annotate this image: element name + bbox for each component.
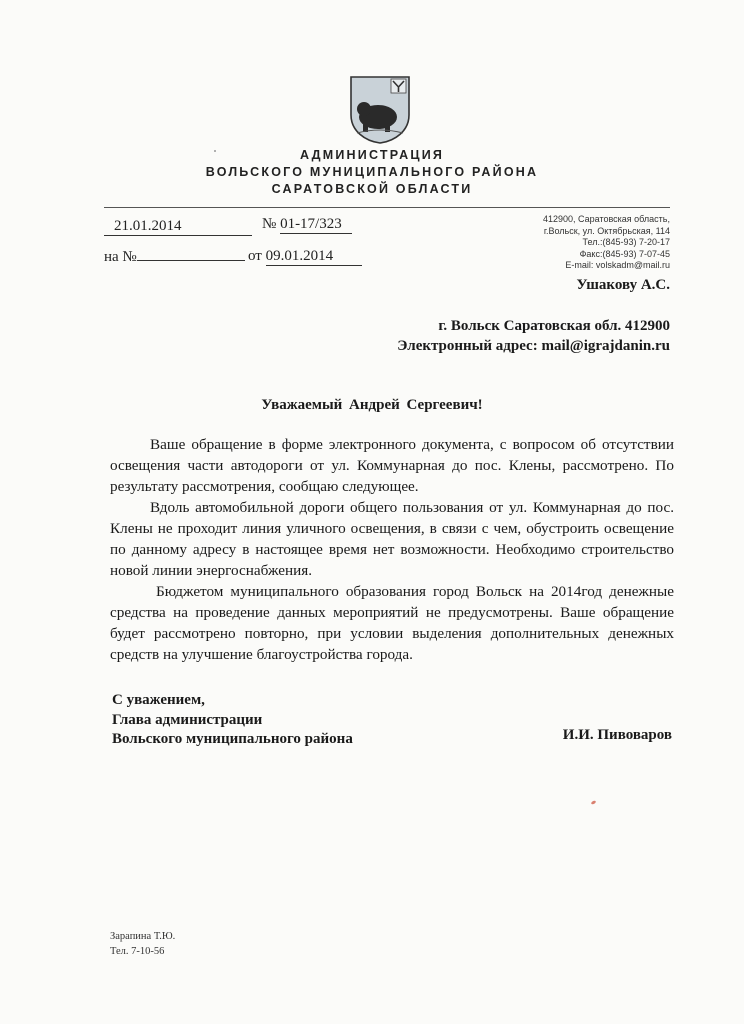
registration-number-field [262,216,352,234]
sender-email: E-mail: volskadm@mail.ru [565,260,670,269]
recipient-email: Электронный адрес: mail@igrajdanin.ru [397,338,670,354]
sender-address-block [543,214,670,269]
signature-block [112,691,353,750]
sender-address-line2: г.Вольск, ул. Октябрьская, 114 [543,225,670,236]
closing: С уважением, [112,692,205,708]
org-name-line3: САРАТОВСКОЙ ОБЛАСТИ [271,182,473,196]
ref-label: на № [104,249,137,265]
scan-speck [591,800,597,805]
salutation: Уважаемый Андрей Сергеевич! [261,397,483,413]
signer-position-1: Глава администрации [112,711,263,728]
paragraph-2: Вдоль автомобильной дороги общего пользования от ул. Коммунарная до пос. Клены не проходит линия уличного освещения, в связи с чем, обустроить освещение по данному адресу в настоящее время нет возможности. Необходимо строительство новой линии энергоснабжения. [110,499,674,579]
scan-speck [214,150,216,152]
signer-position-2: Вольского муниципального района [112,731,353,747]
reference-date: 09.01.2014 [266,248,362,266]
recipient-name: Ушакову А.С. [576,277,670,293]
sender-fax: Факс:(845-93) 7-07-45 [579,248,670,259]
reference-date-field [248,248,362,266]
sender-address-line1: 412900, Саратовская область, [543,214,670,224]
reference-field [104,249,245,266]
executor-name: Зарапина Т.Ю. [110,931,176,942]
registration-date: 21.01.2014 [104,218,252,236]
signer-name: И.И. Пивоваров [562,727,672,743]
registration-date-field [104,218,252,236]
coat-of-arms-icon [349,75,411,145]
org-name-line1: АДМИНИСТРАЦИЯ [299,148,445,162]
ref-number [137,260,245,261]
executor-phone: Тел. 7-10-56 [110,946,165,957]
recipient-address: г. Вольск Саратовская обл. 412900 [438,318,670,334]
from-label: от [248,248,262,264]
org-name-line2: ВОЛЬСКОГО МУНИЦИПАЛЬНОГО РАЙОНА [205,165,539,179]
number-label: № [262,216,277,232]
paragraph-3: Бюджетом муниципального образования город Вольск на 2014год денежные средства на проведение данных мероприятий не предусмотрены. Ваше обращение будет рассмотрено повторно, при условии выделения дополнительных денежных средств на улучшение благоустройства города. [110,583,674,663]
executor-block [110,929,175,959]
paragraph-1: Ваше обращение в форме электронного документа, с вопросом об отсутствии освещения части автодороги от ул. Коммунарная до пос. Клены, рассмотрено. По результату рассмотрения, сообщаю следующее. [110,436,674,495]
registration-number: 01-17/323 [280,216,352,234]
header-divider [104,207,670,208]
letter-body [110,434,674,665]
sender-phone: Тел.:(845-93) 7-20-17 [582,237,670,247]
